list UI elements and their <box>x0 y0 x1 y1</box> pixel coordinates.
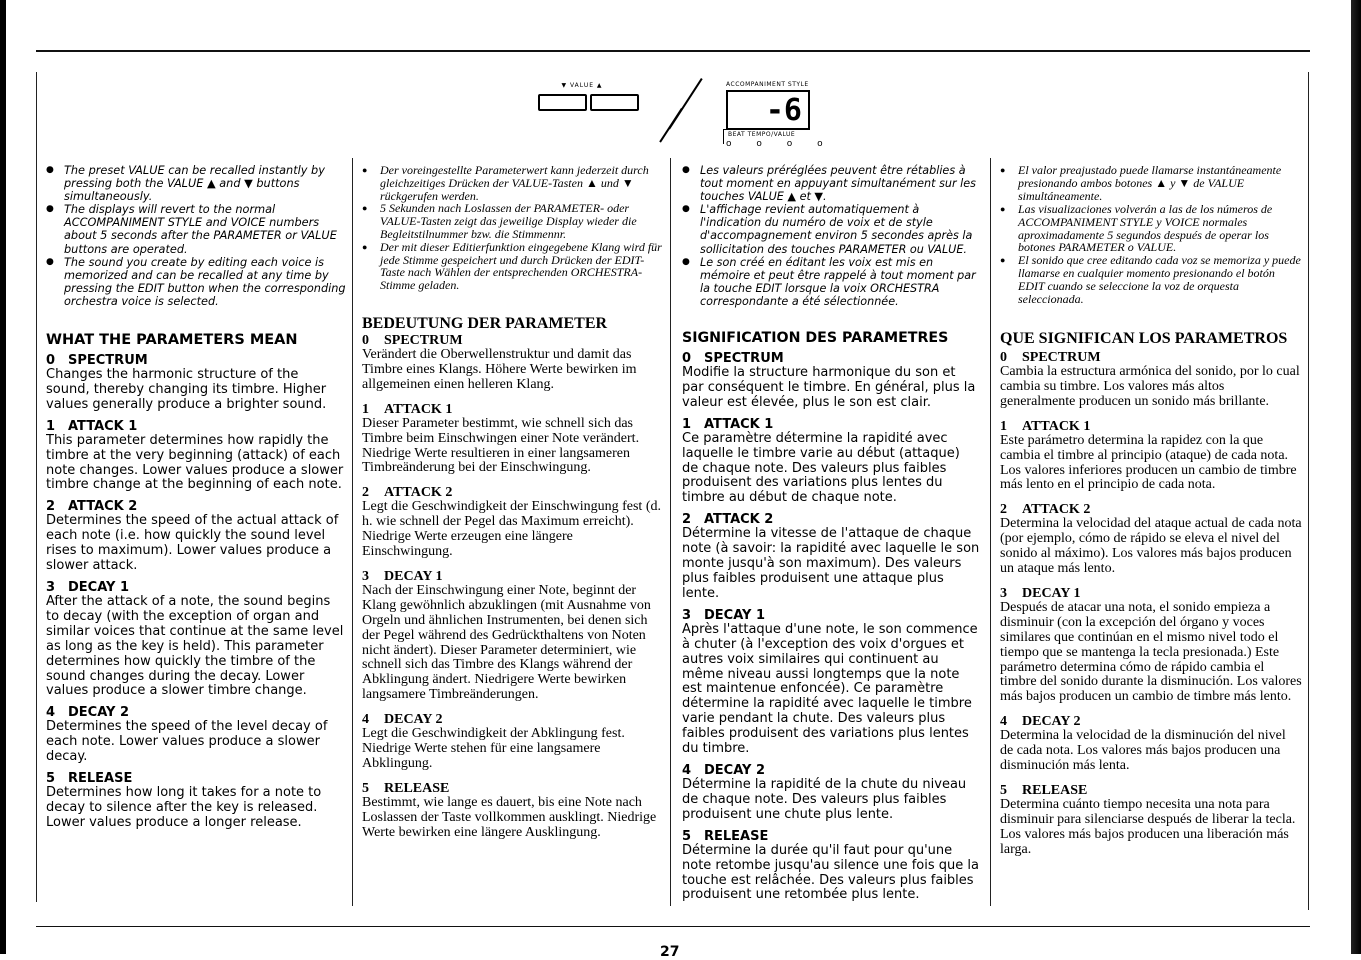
parameter-attack-1 <box>362 402 664 477</box>
parameter-decay-2 <box>1000 714 1302 774</box>
value-down-button-illustration <box>538 94 587 111</box>
param-number: 4 <box>1000 714 1007 730</box>
column-divider <box>36 72 37 902</box>
param-name: RELEASE <box>704 828 769 844</box>
param-description: Determines how long it takes for a note to decay to silence after the key is released. Lower values produce a longer release. <box>46 785 322 830</box>
parameter-release <box>1000 783 1302 858</box>
parameter-decay-2 <box>46 705 346 765</box>
param-number: 5 <box>46 771 56 787</box>
param-description: Détermine la durée qu'il faut pour qu'une note retombe jusqu'au silence une fois que la touche est relâchée. Des valeurs plus faibles produisent une retombée plus lente. <box>682 842 979 903</box>
accompaniment-style-label: ACCOMPANIMENT STYLE <box>726 81 809 88</box>
param-number: 3 <box>362 568 369 584</box>
section-title: SIGNIFICATION DES PARAMETRES <box>682 330 949 347</box>
param-name: ATTACK 2 <box>384 485 453 501</box>
param-number: 2 <box>1000 502 1007 518</box>
parameter-release <box>682 829 980 904</box>
param-number: 4 <box>362 712 369 728</box>
column-divider <box>1308 72 1309 910</box>
param-name: ATTACK 2 <box>704 512 774 528</box>
param-number: 1 <box>682 416 692 432</box>
parameter-decay-2 <box>682 763 980 823</box>
param-number: 3 <box>682 607 692 623</box>
param-description: Legt die Geschwindigkeit der Abklingung fest. Niedrige Werte stehen für eine langsamere Abklingung. <box>362 726 625 771</box>
parameter-spectrum <box>1000 350 1302 410</box>
notes-list <box>682 164 980 308</box>
parameter-attack-1 <box>682 417 980 507</box>
section-title: WHAT THE PARAMETERS MEAN <box>46 332 298 349</box>
param-number: 4 <box>682 762 692 778</box>
param-number: 0 <box>362 332 369 348</box>
note-item: ● 5 Sekunden nach Loslassen der PARAMETER- oder VALUE-Tasten zeigt das jeweilige Display wieder die Begleitstilnummer bzw. die Stimmennr. <box>362 202 664 240</box>
param-name: DECAY 1 <box>704 607 766 623</box>
notes-list <box>1000 164 1302 306</box>
note-item: ● El sonido que cree editando cada voz se memoriza y puede llamarse en cualquier momento presionando el botón EDIT cuando se seleccione la voz de orquesta seleccionada. <box>1000 254 1302 306</box>
param-description: Legt die Geschwindigkeit der Einschwingung fest (d. h. wie schnell der Pegel das Maximum erreicht). Niedrige Werte erzeugen eine längere Einschwingung. <box>362 499 661 560</box>
param-description: Ce paramètre détermine la rapidité avec laquelle le timbre varie au début (attaque) de chaque note. Des valeurs plus faibles produisent des variations plus lentes du timbre au début de chaque note. <box>682 430 960 506</box>
parameter-attack-2 <box>362 485 664 560</box>
param-number: 2 <box>46 499 56 515</box>
param-description: Determina cuánto tiempo necesita una nota para disminuir para silenciarse después de liberar la tecla. Los valores más bajos producen una liberación más larga. <box>1000 797 1296 857</box>
param-description: Determina la velocidad de la disminución del nivel de cada nota. Los valores más bajos producen una disminución más lenta. <box>1000 728 1286 774</box>
param-name: SPECTRUM <box>1022 349 1101 365</box>
param-name: ATTACK 1 <box>704 416 774 432</box>
param-description: Este parámetro determina la rapidez con la que cambia el timbre al principio (ataque) de cada nota. Los valores inferiores producen un cambio de timbre más lento en el principio de cada nota. <box>1000 432 1297 493</box>
param-name: RELEASE <box>1022 783 1088 798</box>
separator-stroke <box>659 108 682 143</box>
param-number: 2 <box>682 512 692 528</box>
param-description: Determines the speed of the actual attack of each note (i.e. how quickly the sound level rises to maximum). Lower values produce a slower attack. <box>46 513 339 574</box>
param-name: DECAY 2 <box>384 712 443 728</box>
param-name: ATTACK 2 <box>68 499 138 515</box>
param-description: Modifie la structure harmonique du son et par conséquent le timbre. En général, plus la valeur est élevée, plus le son est clair. <box>682 365 976 410</box>
param-description: Determines the speed of the level decay of each note. Lower values produce a slower decay. <box>46 719 328 765</box>
parameter-decay-1 <box>46 580 346 699</box>
note-item: ● Las visualizaciones volverán a las de los números de ACCOMPANIMENT STYLE y VOICE normales aproximadamente 5 segundos después de operar los botones PARAMETER o VALUE. <box>1000 203 1302 255</box>
param-number: 3 <box>1000 585 1007 601</box>
param-name: DECAY 2 <box>704 762 766 778</box>
param-name: ATTACK 1 <box>1022 418 1091 434</box>
section-title: QUE SIGNIFICAN LOS PARAMETROS <box>1000 329 1288 347</box>
parameter-decay-2 <box>362 712 664 772</box>
param-number: 1 <box>1000 418 1007 434</box>
param-number: 1 <box>46 418 56 434</box>
parameter-spectrum <box>362 333 664 393</box>
param-name: ATTACK 1 <box>384 401 453 417</box>
parameter-attack-2 <box>46 499 346 574</box>
note-item: ● El valor preajustado puede llamarse instantáneamente presionando ambos botones ▲ y ▼ de VALUE simultáneamente. <box>1000 164 1302 203</box>
column-spanish <box>1000 164 1302 858</box>
param-name: SPECTRUM <box>68 353 148 369</box>
lcd-digits: -6 <box>765 93 802 128</box>
parameter-decay-1 <box>1000 586 1302 705</box>
param-number: 2 <box>362 485 369 501</box>
column-english <box>46 164 346 831</box>
param-number: 1 <box>362 401 369 417</box>
notes-list <box>362 164 664 292</box>
param-name: SPECTRUM <box>704 351 784 367</box>
param-description: Changes the harmonic structure of the sound, thereby changing its timbre. Higher values generally produce a brighter sound. <box>46 367 327 412</box>
lcd-display <box>726 90 810 130</box>
param-name: RELEASE <box>384 780 450 796</box>
parameter-attack-1 <box>46 419 346 494</box>
panel-display-diagram <box>530 78 834 158</box>
note-item: ● The sound you create by editing each voice is memorized and can be recalled at any time by pressing the EDIT button when the corresponding orchestra voice is selected. <box>46 256 346 308</box>
column-german <box>362 164 664 841</box>
param-description: Verändert die Oberwellenstruktur und damit das Timbre eines Klangs. Höhere Werte bewirken im allgemeinen einen helleren Klang. <box>362 346 637 392</box>
param-description: Determina la velocidad del ataque actual de cada nota (por ejemplo, cómo de rápido se eleva el nivel del sonido al máximo). Los valores más bajos producen un ataque más lento. <box>1000 516 1302 577</box>
note-item: ● The preset VALUE can be recalled instantly by pressing both the VALUE ▲ and ▼ buttons simultaneously. <box>46 164 346 203</box>
note-item: ● Der voreingestellte Parameterwert kann jederzeit durch gleichzeitiges Drücken der VALUE-Tasten ▲ und ▼ rückgerufen werden. <box>362 164 664 202</box>
param-description: Cambia la estructura armónica del sonido, por lo cual cambia su timbre. Los valores más altos generalmente producen un sonido más brillante. <box>1000 363 1300 409</box>
note-item: ● L'affichage revient automatiquement à l'indication du numéro de voix et de style d'accompagnement environ 5 secondes après la sollicitation des touches PARAMETER ou VALUE. <box>682 203 980 255</box>
param-name: DECAY 1 <box>68 580 130 595</box>
param-number: 5 <box>1000 783 1007 798</box>
top-rule <box>36 50 1310 52</box>
param-description: Después de atacar una nota, el sonido empieza a disminuir (con la excepción del órgano y voces similares que continúan en el mismo nivel todo el tiempo que se mantenga la tecla presionada.) Este parámetro determina cómo de rápido cambia el timbre del sonido durante la disminución. Los valores más bajos producen un cambio de timbre más lento. <box>1000 599 1302 705</box>
parameter-decay-1 <box>362 569 664 703</box>
param-name: DECAY 2 <box>1022 714 1081 730</box>
column-divider <box>670 158 671 906</box>
param-name: DECAY 1 <box>1022 585 1081 601</box>
value-buttons-label: ▼ VALUE ▲ <box>561 82 603 89</box>
beat-indicator-dots: o o o o <box>726 139 834 149</box>
param-name: DECAY 2 <box>68 705 130 721</box>
param-name: ATTACK 2 <box>1022 502 1091 518</box>
parameter-attack-2 <box>682 512 980 602</box>
page-number: 27 <box>660 944 680 960</box>
column-french <box>682 164 980 903</box>
param-number: 5 <box>362 780 369 796</box>
param-number: 4 <box>46 705 56 721</box>
param-name: ATTACK 1 <box>68 418 138 434</box>
param-description: Détermine la vitesse de l'attaque de chaque note (à savoir: la rapidité avec laquelle le son monte jusqu'à son maximum). Des valeurs plus faibles produisent une attaque plus lente. <box>682 526 980 601</box>
bottom-rule <box>36 926 1310 927</box>
param-description: Après l'attaque d'une note, le son commence à chuter (à l'exception des voix d'orgues et autres voix similaires qui continuent au même niveau aussi longtemps que la note est maintenue enfoncée). Ce paramètre détermine la rapidité avec laquelle le timbre varie pendant la chute. Des valeurs plus faibles produisent des variations plus lentes du timbre. <box>682 621 978 757</box>
param-number: 0 <box>46 353 56 369</box>
param-description: Détermine la rapidité de la chute du niveau de chaque note. Des valeurs plus faibles produisent une chute plus lente. <box>682 776 967 822</box>
note-item: ● Le son créé en éditant les voix est mis en mémoire et peut être rappelé à tout moment par la touche EDIT lorsque la voix ORCHESTRA correspondante a été sélectionnée. <box>682 256 980 308</box>
param-name: DECAY 1 <box>384 568 443 584</box>
parameter-attack-1 <box>1000 419 1302 494</box>
parameter-spectrum <box>682 351 980 411</box>
param-description: After the attack of a note, the sound begins to decay (with the exception of organ and similar voices that continue at the same level as long as the key is held). This parameter determines how quickly the timbre of the sound changes during the decay. Lower values produce a slower timbre change. <box>46 594 344 699</box>
parameter-release <box>46 771 346 831</box>
param-number: 5 <box>682 828 692 844</box>
param-description: This parameter determines how rapidly the timbre at the very beginning (attack) of each note changes. Lower values produce a slower timbre change at the beginning of each note. <box>46 432 344 493</box>
param-description: Bestimmt, wie lange es dauert, bis eine Note nach Loslassen der Taste vollkommen ausklingt. Niedrige Werte bewirken eine längere Ausklingung. <box>362 794 657 840</box>
parameter-decay-1 <box>682 608 980 757</box>
param-number: 3 <box>46 580 56 595</box>
param-description: Nach der Einschwingung einer Note, beginnt der Klang gewöhnlich abzuklingen (mit Ausnahme von Orgeln und ähnlichen Instrumenten, bei denen sich der Pegel während des Gedrückthaltens von Noten nicht ändert). Dieser Parameter determiniert, wie schnell sich das Timbre des Klangs während der Abklingung ändert. Niedrigere Werte bewirken langsamere Timbreänderungen. <box>362 582 651 703</box>
column-divider <box>352 158 353 906</box>
parameter-attack-2 <box>1000 502 1302 577</box>
param-number: 0 <box>1000 349 1007 365</box>
column-divider <box>990 158 991 906</box>
param-description: Dieser Parameter bestimmt, wie schnell sich das Timbre beim Einschwingen einer Note verändert. Niedrige Werte resultieren in einer langsameren Timbreänderung bei der Einschwingung. <box>362 415 640 476</box>
param-number: 0 <box>682 351 692 367</box>
value-up-button-illustration <box>590 94 639 111</box>
notes-list <box>46 164 346 308</box>
page-edge-left <box>0 0 6 954</box>
beat-tempo-label: BEAT TEMPO/VALUE <box>728 131 796 138</box>
section-title: BEDEUTUNG DER PARAMETER <box>362 314 608 332</box>
note-item: ● The displays will revert to the normal ACCOMPANIMENT STYLE and VOICE numbers about 5 seconds after the PARAMETER or VALUE buttons are operated. <box>46 203 346 255</box>
parameter-release <box>362 781 664 841</box>
note-item: ● Der mit dieser Editierfunktion eingegebene Klang wird für jede Stimme gespeichert und durch Drücken der EDIT-Taste nach Wählen der entsprechenden ORCHESTRA-Stimme geladen. <box>362 241 664 292</box>
param-name: RELEASE <box>68 771 133 787</box>
page-edge-right <box>1351 0 1361 954</box>
param-name: SPECTRUM <box>384 332 463 348</box>
note-item: ● Les valeurs préréglées peuvent être rétablies à tout moment en appuyant simultanément sur les touches VALUE ▲ et ▼. <box>682 164 980 203</box>
parameter-spectrum <box>46 353 346 413</box>
